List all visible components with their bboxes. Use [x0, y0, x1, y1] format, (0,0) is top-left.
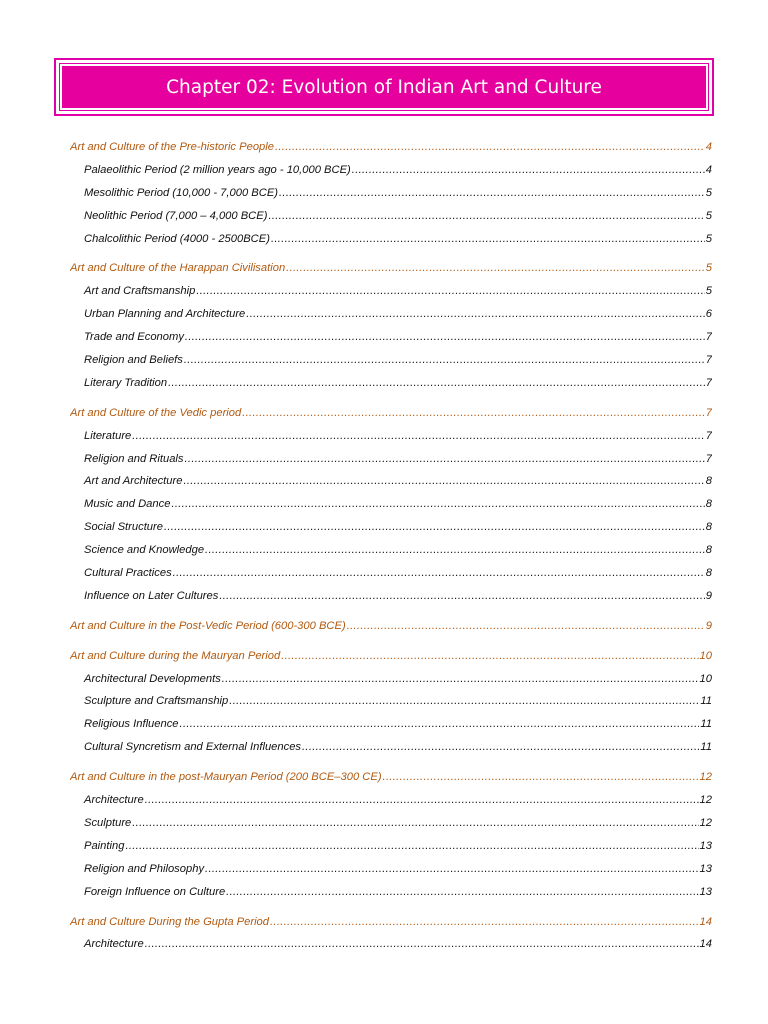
toc-subsection-entry[interactable]	[70, 794, 712, 817]
toc-subsection-entry[interactable]	[70, 938, 712, 961]
dot-leader	[145, 794, 699, 806]
dot-leader	[281, 650, 698, 662]
toc-entry-label: Influence on Later Cultures	[84, 589, 219, 602]
toc-subsection-entry[interactable]	[70, 187, 712, 210]
toc-entry-label: Religious Influence	[84, 718, 179, 731]
toc-subsection-entry[interactable]	[70, 285, 712, 308]
dot-leader	[226, 886, 698, 898]
toc-page-number: 10	[699, 649, 712, 662]
dot-leader	[352, 164, 705, 176]
toc-entry-label: Art and Culture during the Mauryan Period	[70, 649, 281, 662]
toc-page-number: 5	[705, 285, 712, 298]
toc-subsection-entry[interactable]	[70, 886, 712, 909]
toc-subsection-entry[interactable]	[70, 354, 712, 377]
toc-entry-label: Painting	[84, 839, 125, 852]
toc-subsection-entry[interactable]	[70, 475, 712, 498]
toc-entry-label: Music and Dance	[84, 498, 171, 511]
toc-page-number: 8	[705, 475, 712, 488]
toc-entry-label: Art and Culture in the Post-Vedic Period (600-300 BCE)	[70, 619, 346, 632]
dot-leader	[125, 840, 698, 852]
toc-page-number: 13	[699, 839, 712, 852]
dot-leader	[164, 521, 705, 533]
toc-section-entry[interactable]	[70, 141, 712, 164]
dot-leader	[347, 620, 705, 632]
toc-page-number: 5	[705, 262, 712, 275]
toc-entry-label: Architectural Developments	[84, 672, 221, 685]
toc-page-number: 4	[705, 141, 712, 153]
toc-page-number: 5	[705, 232, 712, 245]
toc-section-entry[interactable]	[70, 916, 712, 939]
chapter-banner	[54, 58, 714, 116]
toc-page-number: 7	[705, 406, 712, 419]
toc-page-number: 11	[700, 718, 712, 731]
toc-section-entry[interactable]	[70, 262, 712, 285]
toc-subsection-entry[interactable]	[70, 673, 712, 696]
toc-page-number: 5	[705, 209, 712, 222]
toc-page-number: 7	[705, 354, 712, 367]
toc-page-number: 9	[705, 589, 712, 602]
toc-entry-label: Art and Culture of the Pre-historic People	[70, 141, 274, 153]
toc-page-number: 12	[699, 816, 712, 829]
toc-entry-label: Art and Culture of the Harappan Civilisation	[70, 262, 286, 275]
chapter-banner-fill	[60, 64, 708, 110]
toc-subsection-entry[interactable]	[70, 430, 712, 453]
toc-subsection-entry[interactable]	[70, 863, 712, 886]
toc-page-number: 14	[699, 938, 712, 951]
dot-leader	[185, 331, 705, 343]
toc-page-number: 7	[705, 331, 712, 344]
toc-entry-label: Architecture	[84, 938, 144, 951]
toc-subsection-entry[interactable]	[70, 567, 712, 590]
toc-section-entry[interactable]	[70, 771, 712, 794]
toc-entry-label: Neolithic Period (7,000 – 4,000 BCE)	[84, 209, 268, 222]
toc-page-number: 8	[705, 544, 712, 557]
toc-subsection-entry[interactable]	[70, 498, 712, 521]
dot-leader	[185, 453, 705, 465]
toc-page-number: 10	[699, 672, 712, 685]
toc-subsection-entry[interactable]	[70, 308, 712, 331]
toc-page-number: 13	[699, 885, 712, 898]
toc-entry-label: Palaeolithic Period (2 million years ago - 10,000 BCE)	[84, 163, 351, 176]
toc-entry-label: Art and Culture in the post-Mauryan Period (200 BCE–300 CE)	[70, 771, 382, 784]
page-title: Chapter 02: Evolution of Indian Art and Culture	[166, 76, 602, 98]
dot-leader	[219, 590, 704, 602]
dot-leader	[171, 498, 704, 510]
toc-entry-label: Religion and Rituals	[84, 452, 184, 465]
table-of-contents	[70, 141, 712, 961]
toc-subsection-entry[interactable]	[70, 521, 712, 544]
toc-section-entry[interactable]	[70, 650, 712, 673]
dot-leader	[383, 771, 699, 783]
dot-leader	[168, 377, 705, 389]
toc-entry-label: Art and Culture of the Vedic period	[70, 406, 242, 419]
toc-entry-label: Urban Planning and Architecture	[84, 308, 246, 321]
toc-entry-label: Art and Craftsmanship	[84, 285, 196, 298]
toc-section-entry[interactable]	[70, 620, 712, 643]
toc-subsection-entry[interactable]	[70, 453, 712, 476]
toc-subsection-entry[interactable]	[70, 377, 712, 400]
toc-subsection-entry[interactable]	[70, 840, 712, 863]
toc-entry-label: Religion and Beliefs	[84, 354, 183, 367]
toc-entry-label: Architecture	[84, 794, 144, 807]
dot-leader	[246, 308, 704, 320]
toc-subsection-entry[interactable]	[70, 233, 712, 256]
toc-page-number: 8	[705, 521, 712, 534]
toc-subsection-entry[interactable]	[70, 210, 712, 233]
dot-leader	[184, 354, 705, 366]
toc-entry-label: Trade and Economy	[84, 331, 184, 344]
dot-leader	[183, 475, 704, 487]
toc-entry-label: Foreign Influence on Culture	[84, 885, 226, 898]
toc-entry-label: Chalcolithic Period (4000 - 2500BCE)	[84, 232, 270, 245]
dot-leader	[242, 407, 705, 419]
toc-subsection-entry[interactable]	[70, 164, 712, 187]
dot-leader	[222, 673, 699, 685]
dot-leader	[271, 233, 705, 245]
toc-page-number: 8	[705, 498, 712, 511]
toc-page-number: 8	[705, 567, 712, 580]
toc-page-number: 7	[705, 452, 712, 465]
dot-leader	[205, 863, 699, 875]
toc-page-number: 14	[699, 915, 712, 928]
toc-entry-label: Sculpture	[84, 816, 132, 829]
dot-leader	[286, 262, 705, 274]
toc-page-number: 12	[699, 771, 712, 784]
toc-entry-label: Cultural Syncretism and External Influences	[84, 741, 302, 754]
toc-page-number: 11	[700, 741, 712, 754]
toc-page-number: 6	[705, 308, 712, 321]
toc-section-entry[interactable]	[70, 407, 712, 430]
toc-entry-label: Mesolithic Period (10,000 - 7,000 BCE)	[84, 186, 279, 199]
toc-entry-label: Science and Knowledge	[84, 544, 205, 557]
toc-subsection-entry[interactable]	[70, 817, 712, 840]
dot-leader	[270, 916, 699, 928]
toc-entry-label: Sculpture and Craftsmanship	[84, 695, 229, 708]
dot-leader	[229, 695, 699, 707]
dot-leader	[279, 187, 705, 199]
toc-page-number: 7	[705, 376, 712, 389]
toc-entry-label: Literature	[84, 429, 132, 442]
toc-subsection-entry[interactable]	[70, 590, 712, 613]
toc-subsection-entry[interactable]	[70, 695, 712, 718]
toc-entry-label: Literary Tradition	[84, 376, 168, 389]
toc-entry-label: Art and Architecture	[84, 475, 183, 488]
dot-leader	[268, 210, 704, 222]
toc-page-number: 13	[699, 862, 712, 875]
toc-subsection-entry[interactable]	[70, 718, 712, 741]
dot-leader	[180, 718, 700, 730]
toc-page-number: 4	[705, 163, 712, 176]
dot-leader	[145, 938, 699, 950]
dot-leader	[302, 741, 699, 753]
toc-entry-label: Social Structure	[84, 521, 163, 534]
dot-leader	[275, 141, 705, 153]
toc-page-number: 9	[705, 619, 712, 632]
dot-leader	[132, 817, 698, 829]
toc-page-number: 11	[700, 695, 712, 708]
toc-entry-label: Art and Culture During the Gupta Period	[70, 915, 269, 928]
dot-leader	[173, 567, 705, 579]
toc-subsection-entry[interactable]	[70, 544, 712, 567]
toc-subsection-entry[interactable]	[70, 331, 712, 354]
dot-leader	[196, 285, 704, 297]
toc-entry-label: Cultural Practices	[84, 567, 172, 580]
toc-page-number: 12	[699, 794, 712, 807]
toc-subsection-entry[interactable]	[70, 741, 712, 764]
toc-entry-label: Religion and Philosophy	[84, 862, 205, 875]
toc-page-number: 5	[705, 186, 712, 199]
dot-leader	[205, 544, 705, 556]
toc-page-number: 7	[705, 429, 712, 442]
dot-leader	[132, 430, 705, 442]
